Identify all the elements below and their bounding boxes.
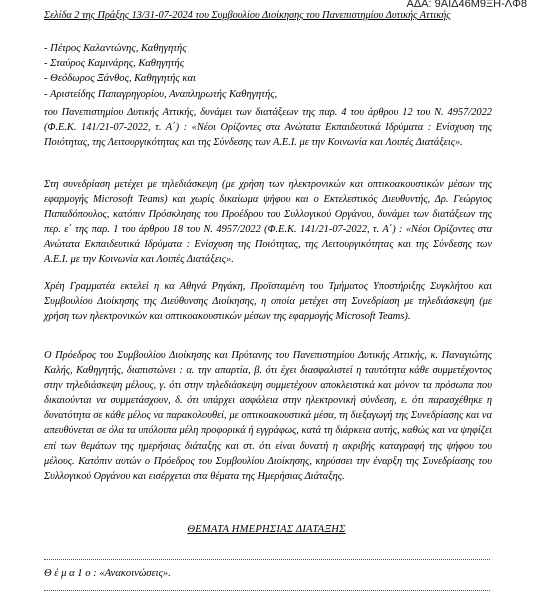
- attendee-item: - Σταύρος Καμινάρης, Καθηγητής: [44, 58, 184, 70]
- paragraph-executive-director: Στη συνεδρίαση μετέχει με τηλεδιάσκεψη (με χρήση των ηλεκτρονικών και οπτικοακουστικών μέσων της εφαρμογής Microsoft Teams) και χωρίς δικαίωμα ψήφου και ο Εκτελεστικός Διευθυντής, Δρ. Γεώργιος Παπαδόπουλος, κατόπιν Πρόσκλησης του Προέδρου του Συλλογικού Οργάνου, δυνάμει των διατάξεων της περ. ε΄ της παρ. 1 του άρθρου 18 του Ν. 4957/2022 (Φ.Ε.Κ. 141/21-07-2022, τ. Α΄) : «Νέοι Ορίζοντες στα Ανώτατα Εκπαιδευτικά Ιδρύματα : Ενίσχυση της Ποιότητας, της Λειτουργικότητας και της Σύνδεσης των Α.Ε.Ι. με την Κοινωνία και Λοιπές Διατάξεις».: [44, 179, 492, 266]
- paragraph-quorum: Ο Πρόεδρος του Συμβουλίου Διοίκησης και Πρύτανης του Πανεπιστημίου Δυτικής Αττικής, κ. Παναγιώτης Καλής, Καθηγητής, διαπιστώνει : α. την απαρτία, β. ότι έχει διασφαλιστεί η ταυτότητα κάθε συμμετέχοντος στην τηλεδιάσκεψη μέλους, γ. ότι στην τηλεδιάσκεψη συμμετέχουν αποκλειστικά και μόνον τα πρόσωπα που δικαιούνται να συμμετάσχουν, δ. ότι υπάρχει ασφάλεια στην ηλεκτρονική σύνδεση, ε. ότι παρασχέθηκε η δυνατότητα σε κάθε μέλος να παρακολουθεί, με οπτικοακουστικά μέσα, τη διεξαγωγή της Συνεδρίασης και να απευθύνεται σε όλα τα υπόλοιπα μέλη προφορικά ή εγγράφως, κατά τη διάρκεια αυτής, καθώς και να ψηφίζει επί των θεμάτων της ημερήσιας διάταξης και στ. ότι είναι δυνατή η ακριβής καταγραφή της ψήφου του μέλους. Κατόπιν αυτών ο Πρόεδρος του Συμβουλίου Διοίκησης, κηρύσσει την έναρξη της Συνεδρίασης του Συλλογικού Οργάνου και εισέρχεται στα θέματα της Ημερήσιας Διάταξης.: [44, 350, 492, 482]
- dotted-divider: [44, 590, 490, 591]
- agenda-title: ΘΕΜΑΤΑ ΗΜΕΡΗΣΙΑΣ ΔΙΑΤΑΞΗΣ: [187, 524, 346, 535]
- attendee-item: - Πέτρος Καλαντώνης, Καθηγητής: [44, 43, 187, 54]
- dotted-divider: [44, 559, 490, 560]
- paragraph-secretary: Χρέη Γραμματέα εκτελεί η κα Αθηνά Ρηγάκη, Προϊσταμένη του Τμήματος Υποστήριξης Συγκλήτου και Συμβουλίου Διοίκησης της Διεύθυνσης Διοίκησης, η οποία μετέχει στη Συνεδρίαση με τηλεδιάσκεψη (με χρήση των ηλεκτρονικών και οπτικοακουστικών μέσων της εφαρμογής Microsoft Teams).: [44, 281, 492, 323]
- attendee-item: - Θεόδωρος Ξάνθος, Καθηγητής και: [44, 73, 196, 85]
- ada-code: ΑΔΑ: 9ΑΙΔ46Μ9ΞΗ-ΛΦ8: [406, 0, 527, 10]
- agenda-topic-1: Θ έ μ α 1 ο : «Ανακοινώσεις».: [44, 568, 171, 579]
- attendee-list: [44, 41, 277, 102]
- attendee-item: - Αριστείδης Παπαγρηγορίου, Αναπληρωτής Καθηγητής,: [44, 88, 278, 100]
- paragraph-legal-basis: του Πανεπιστημίου Δυτικής Αττικής, δυνάμει των διατάξεων της παρ. 4 του άρθρου 12 του Ν. 4957/2022 (Φ.Ε.Κ. 141/21-07-2022, τ. Α΄) : «Νέοι Ορίζοντες στα Ανώτατα Εκπαιδευτικά Ιδρύματα : Ενίσχυση της Ποιότητας, της Λειτουργικότητας και της Σύνδεσης των Α.Ε.Ι. με την Κοινωνία και Λοιπές Διατάξεις».: [44, 107, 492, 149]
- page-header: Σελίδα 2 της Πράξης 13/31-07-2024 του Συμβουλίου Διοίκησης του Πανεπιστημίου Δυτικής Αττικής: [44, 10, 451, 21]
